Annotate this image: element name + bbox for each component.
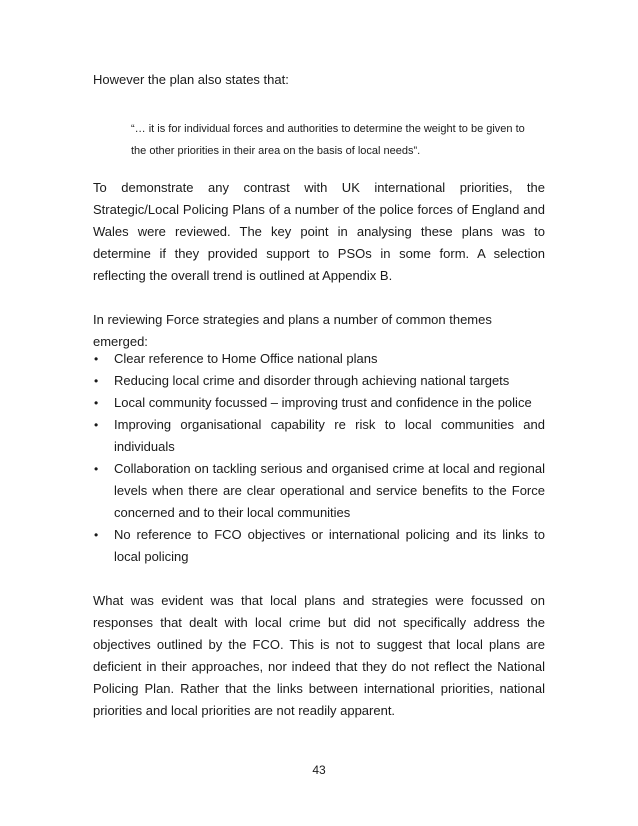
bullet-item [93, 348, 545, 370]
bullet-symbol: • [94, 462, 99, 476]
bullet-text: No reference to FCO objectives or international policing and its links to local policing [114, 527, 545, 564]
page-number: 43 [312, 763, 326, 777]
paragraph-evident: What was evident was that local plans and strategies were focussed on responses that dealt with local crime but did not specifically address the objectives outlined by the FCO. This is not to suggest that local plans are deficient in their approaches, nor indeed that they do not reflect the National Policing Plan. Rather that the links between international priorities, national priorities and local priorities are not readily apparent. [93, 593, 545, 718]
bullet-symbol: • [94, 352, 99, 366]
bullet-text: Collaboration on tackling serious and organised crime at local and regional levels when there are clear operational and service benefits to the Force concerned and to their local communities [114, 461, 545, 520]
bullet-symbol: • [94, 374, 99, 388]
bullet-item [93, 370, 545, 392]
bullet-text: Local community focussed – improving trust and confidence in the police [114, 395, 532, 410]
paragraph-themes-intro: In reviewing Force strategies and plans a number of common themes emerged: [93, 312, 492, 349]
bullet-text: Reducing local crime and disorder through achieving national targets [114, 373, 510, 388]
paragraph-contrast: To demonstrate any contrast with UK international priorities, the Strategic/Local Policing Plans of a number of the police forces of England and Wales were reviewed. The key point in analysing these plans was to determine if they provided support to PSOs in some form. A selection reflecting the overall trend is outlined at Appendix B. [93, 180, 545, 283]
bullet-symbol: • [94, 418, 99, 432]
bullet-text: Improving organisational capability re risk to local communities and individuals [114, 417, 545, 454]
bullet-item [93, 414, 545, 458]
quote-line-2: the other priorities in their area on the basis of local needs”. [131, 145, 421, 157]
bullet-symbol: • [94, 396, 99, 410]
bullet-text: Clear reference to Home Office national plans [114, 351, 378, 366]
intro-line: However the plan also states that: [93, 72, 289, 87]
bullet-item [93, 524, 545, 568]
themes-bullet-list [93, 348, 545, 568]
bullet-symbol: • [94, 528, 99, 542]
bullet-item [93, 392, 545, 414]
bullet-item [93, 458, 545, 524]
quote-line-1: “… it is for individual forces and authorities to determine the weight to be given to [131, 123, 525, 135]
